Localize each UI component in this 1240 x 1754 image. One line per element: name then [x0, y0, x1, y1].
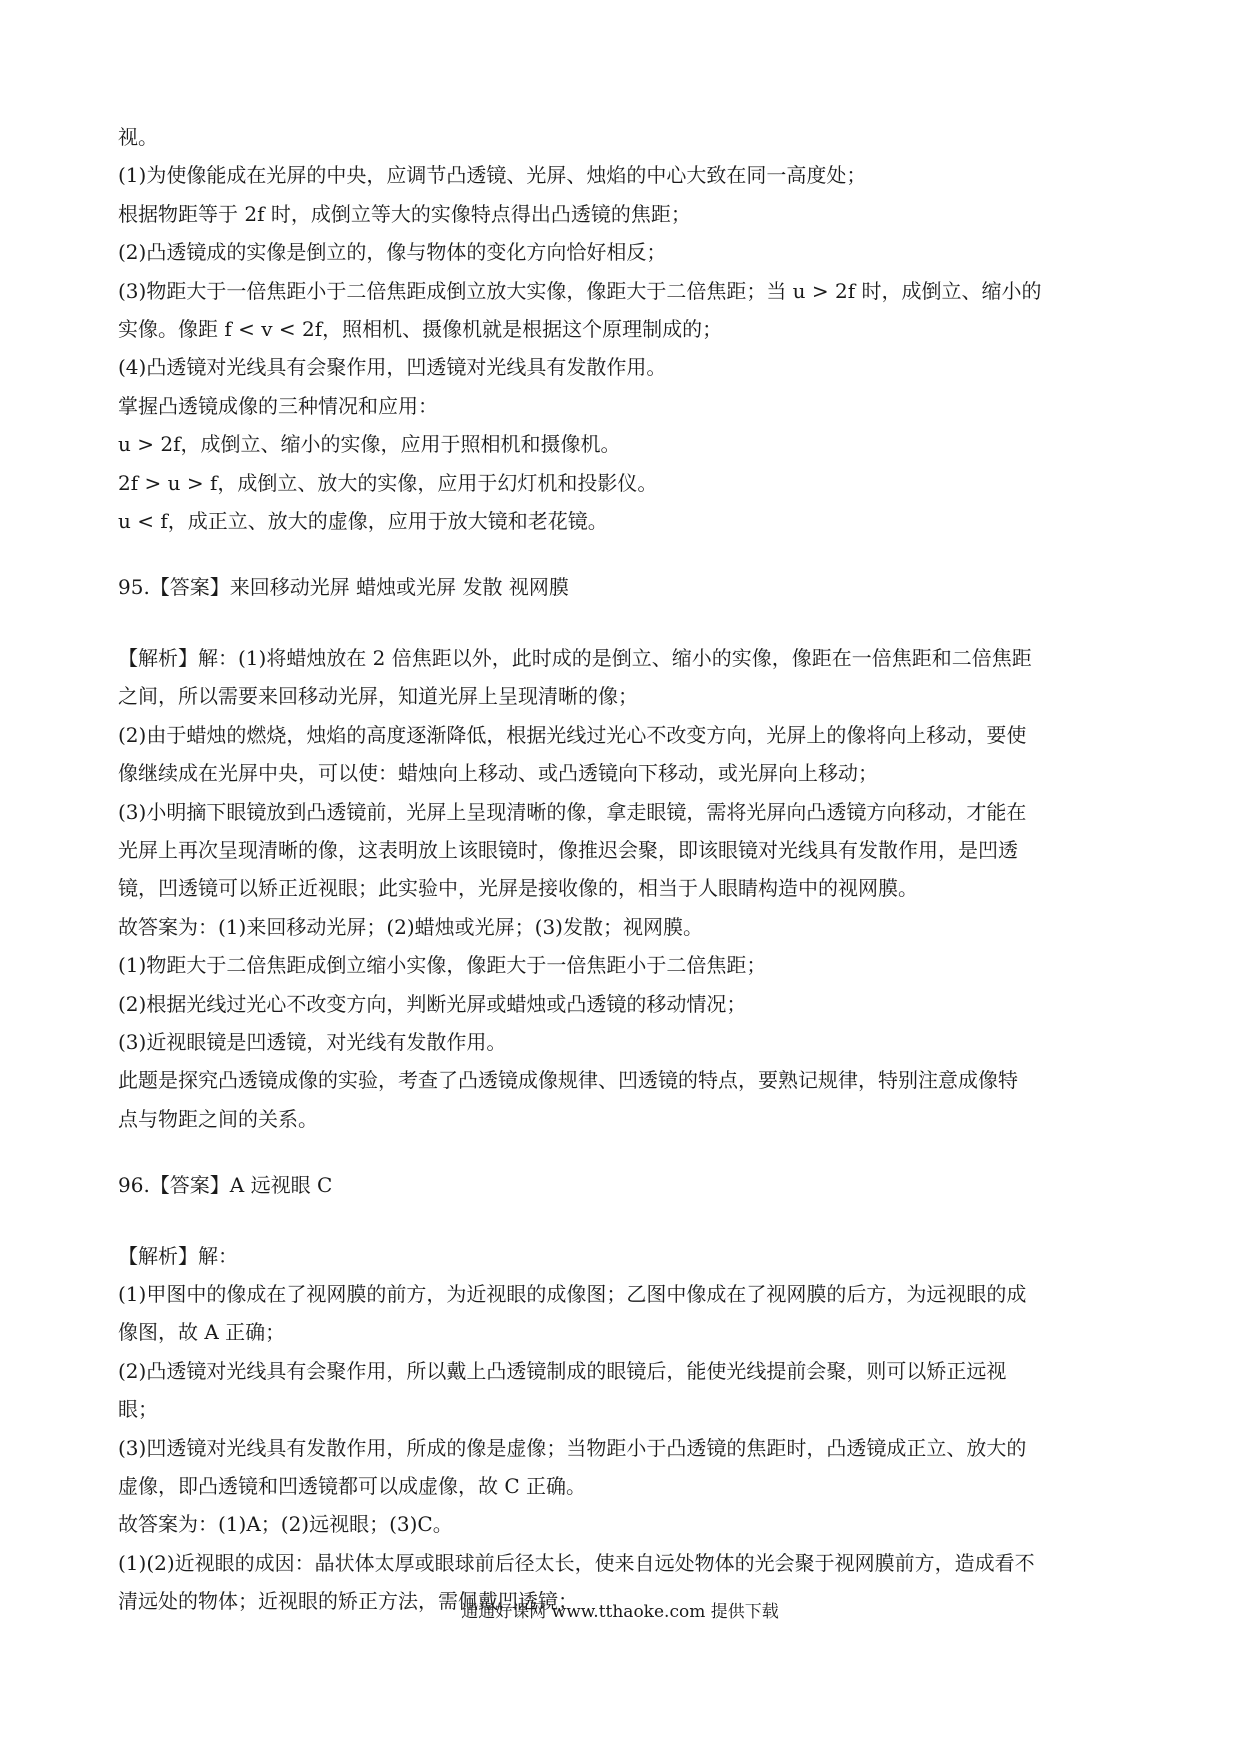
text-line: (1)(2)近视眼的成因：晶状体太厚或眼球前后径太长，使来自远处物体的光会聚于视网膜前方，造成看不	[118, 1550, 1035, 1575]
text-line: 此题是探究凸透镜成像的实验，考查了凸透镜成像规律、凹透镜的特点，要熟记规律，特别注意成像特	[118, 1068, 1018, 1093]
section-96-analysis	[118, 1237, 1128, 1621]
text-line: 光屏上再次呈现清晰的像，这表明放上该眼镜时，像推迟会聚，即该眼镜对光线具有发散作用，是凹透	[118, 837, 1018, 862]
text-line: (1)为使像能成在光屏的中央，应调节凸透镜、光屏、烛焰的中心大致在同一高度处；	[118, 163, 867, 188]
text-line: (1)物距大于二倍焦距成倒立缩小实像，像距大于一倍焦距小于二倍焦距；	[118, 953, 767, 978]
text-line: (4)凸透镜对光线具有会聚作用，凹透镜对光线具有发散作用。	[118, 355, 667, 380]
text-line: 视。	[118, 125, 158, 149]
text-line: (2)凸透镜对光线具有会聚作用，所以戴上凸透镜制成的眼镜后，能使光线提前会聚，则可以矫正远视	[118, 1358, 1007, 1383]
text-line: 之间，所以需要来回移动光屏，知道光屏上呈现清晰的像；	[118, 684, 638, 709]
text-line: (1)甲图中的像成在了视网膜的前方，为近视眼的成像图；乙图中像成在了视网膜的后方，为远视眼的成	[118, 1281, 1027, 1306]
text-line: u < f，成正立、放大的虚像，应用于放大镜和老花镜。	[118, 509, 608, 534]
text-line: 2f > u > f，成倒立、放大的实像，应用于幻灯机和投影仪。	[118, 470, 658, 495]
text-line: 故答案为：(1)A；(2)远视眼；(3)C。	[118, 1512, 453, 1537]
text-line: 清远处的物体；近视眼的矫正方法，需佩戴凹透镜；	[118, 1589, 578, 1614]
document-body	[118, 118, 1128, 1621]
text-line: (2)由于蜡烛的燃烧，烛焰的高度逐渐降低，根据光线过光心不改变方向，光屏上的像将向上移动，要使	[118, 722, 1027, 747]
text-line: 镜，凹透镜可以矫正近视眼；此实验中，光屏是接收像的，相当于人眼睛构造中的视网膜。	[118, 876, 918, 901]
text-line: 虚像，即凸透镜和凹透镜都可以成虚像，故 C 正确。	[118, 1474, 587, 1498]
page-footer: 通通好课网 www.tthaoke.com 提供下载	[461, 1602, 779, 1622]
text-line: 点与物距之间的关系。	[118, 1106, 318, 1131]
text-line: (3)凹透镜对光线具有发散作用，所成的像是虚像；当物距小于凸透镜的焦距时，凸透镜成正立、放大的	[118, 1435, 1027, 1460]
text-line: 眼；	[118, 1397, 158, 1422]
answer-95-heading: 95.【答案】来回移动光屏 蜡烛或光屏 发散 视网膜	[118, 575, 569, 600]
text-line: 像继续成在光屏中央，可以使：蜡烛向上移动、或凸透镜向下移动，或光屏向上移动；	[118, 761, 878, 786]
text-line: 故答案为：(1)来回移动光屏；(2)蜡烛或光屏；(3)发散；视网膜。	[118, 914, 703, 939]
text-line: (2)根据光线过光心不改变方向，判断光屏或蜡烛或凸透镜的移动情况；	[118, 991, 747, 1016]
text-line: (3)小明摘下眼镜放到凸透镜前，光屏上呈现清晰的像，拿走眼镜，需将光屏向凸透镜方向移动，才能在	[118, 799, 1027, 824]
text-line: (3)物距大于一倍焦距小于二倍焦距成倒立放大实像，像距大于二倍焦距；当 u > 2f 时，成倒立、缩小的	[118, 278, 1042, 303]
text-line: 【解析】解：	[118, 1243, 238, 1268]
text-line: (2)凸透镜成的实像是倒立的，像与物体的变化方向恰好相反；	[118, 240, 667, 265]
answer-96-heading: 96.【答案】A 远视眼 C	[118, 1173, 333, 1198]
section-95-analysis	[118, 639, 1128, 1138]
text-line: u > 2f，成倒立、缩小的实像，应用于照相机和摄像机。	[118, 432, 621, 457]
text-line: 像图，故 A 正确；	[118, 1320, 286, 1345]
text-line: 【解析】解：(1)将蜡烛放在 2 倍焦距以外，此时成的是倒立、缩小的实像，像距在一倍焦距和二倍焦距	[118, 645, 1032, 670]
text-line: 实像。像距 f < v < 2f，照相机、摄像机就是根据这个原理制成的；	[118, 317, 723, 342]
section-94-analysis-continued	[118, 118, 1128, 540]
text-line: 根据物距等于 2f 时，成倒立等大的实像特点得出凸透镜的焦距；	[118, 201, 691, 226]
text-line: (3)近视眼镜是凹透镜，对光线有发散作用。	[118, 1029, 507, 1054]
text-line: 掌握凸透镜成像的三种情况和应用：	[118, 393, 438, 418]
